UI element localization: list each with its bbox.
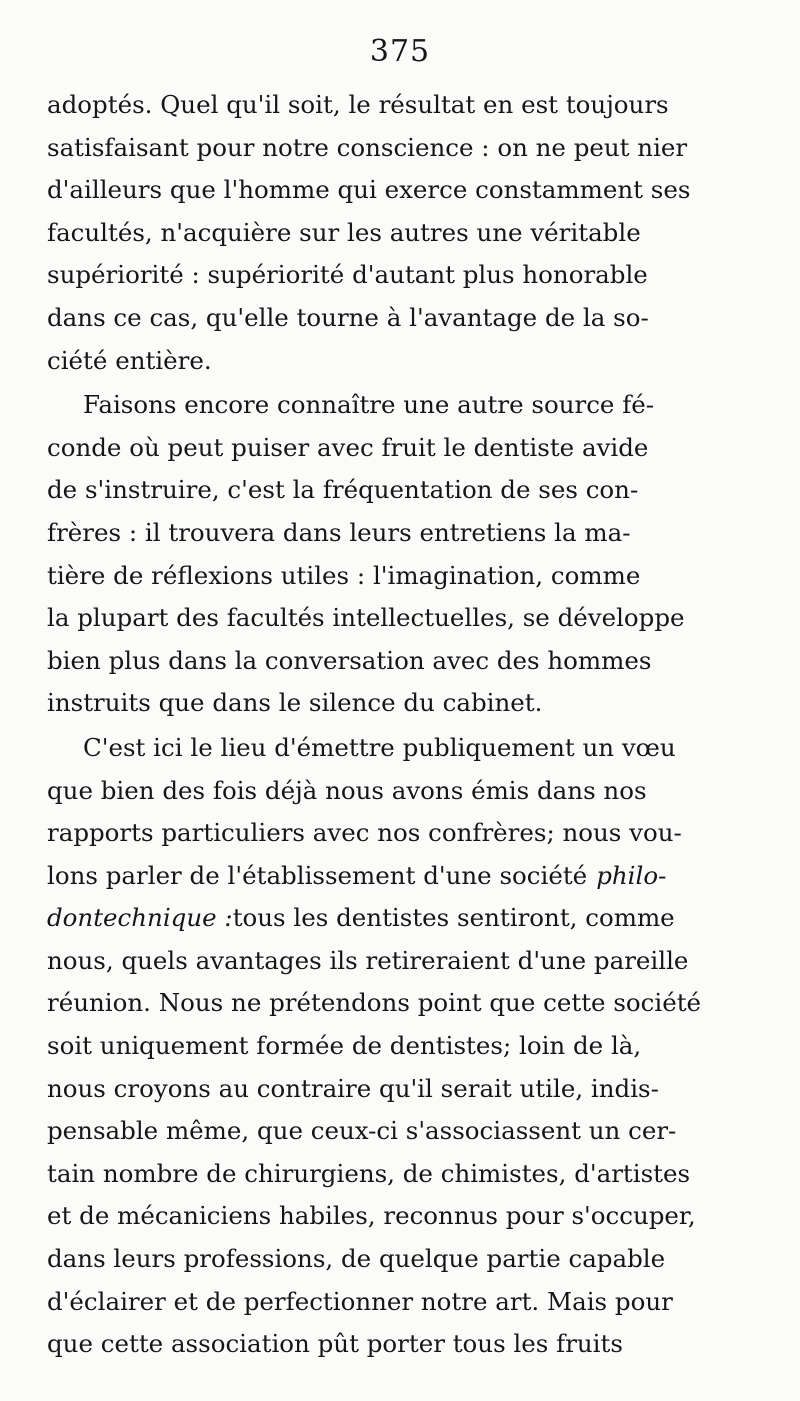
text-line: adoptés. Quel qu'il soit, le résultat en est toujours	[47, 90, 669, 119]
text-line: facultés, n'acquière sur les autres une véritable	[47, 217, 641, 247]
text-line: instruits que dans le silence du cabinet.	[47, 688, 543, 718]
text-line: frères : il trouvera dans leurs entretiens la ma-	[47, 517, 631, 547]
text-line: que cette association pût porter tous les fruits	[47, 1329, 623, 1359]
text-line: la plupart des facultés intellectuelles, se développe	[47, 603, 685, 633]
text-line: de s'instruire, c'est la fréquentation de ses con-	[47, 475, 639, 505]
text-line	[47, 897, 755, 940]
text-line	[47, 855, 755, 898]
italic-term: dontechnique :	[47, 903, 233, 933]
text-line: tière de réflexions utiles : l'imagination, comme	[47, 560, 641, 590]
text-line: rapports particuliers avec nos confrères; nous vou-	[47, 818, 682, 848]
body-text	[47, 84, 755, 1366]
italic-term: philo-	[596, 860, 667, 890]
text-line: soit uniquement formée de dentistes; loin de là,	[47, 1031, 642, 1061]
page-number: 375	[369, 34, 431, 69]
text-line: satisfaisant pour notre conscience : on ne peut nier	[47, 132, 688, 162]
text-line: dans leurs professions, de quelque partie capable	[47, 1244, 666, 1274]
text-line: d'ailleurs que l'homme qui exerce constamment ses	[47, 175, 691, 205]
text-line: pensable même, que ceux-ci s'associassent un cer-	[47, 1116, 677, 1146]
text-segment: lons parler de l'établissement d'une société	[47, 860, 588, 890]
text-line: réunion. Nous ne prétendons point que cette société	[47, 988, 702, 1018]
text-line: d'éclairer et de perfectionner notre art. Mais pour	[47, 1286, 673, 1316]
text-line: que bien des fois déjà nous avons émis dans nos	[47, 775, 647, 805]
text-line: ciété entière.	[47, 345, 212, 375]
text-line: C'est ici le lieu d'émettre publiquement un vœu	[83, 732, 676, 762]
text-line: bien plus dans la conversation avec des hommes	[47, 645, 652, 675]
text-line: dans ce cas, qu'elle tourne à l'avantage de la so-	[47, 302, 649, 332]
text-line: supériorité : supériorité d'autant plus honorable	[47, 260, 648, 290]
text-line: nous, quels avantages ils retireraient d'une pareille	[47, 945, 689, 975]
text-line: nous croyons au contraire qu'il serait utile, indis-	[47, 1073, 659, 1103]
text-line: et de mécaniciens habiles, reconnus pour s'occuper,	[47, 1201, 696, 1231]
text-line: Faisons encore connaître une autre source fé-	[83, 390, 655, 420]
text-line: conde où peut puiser avec fruit le dentiste avide	[47, 432, 649, 462]
text-segment: tous les dentistes sentiront, comme	[232, 903, 675, 933]
text-line: tain nombre de chirurgiens, de chimistes, d'artistes	[47, 1158, 691, 1188]
